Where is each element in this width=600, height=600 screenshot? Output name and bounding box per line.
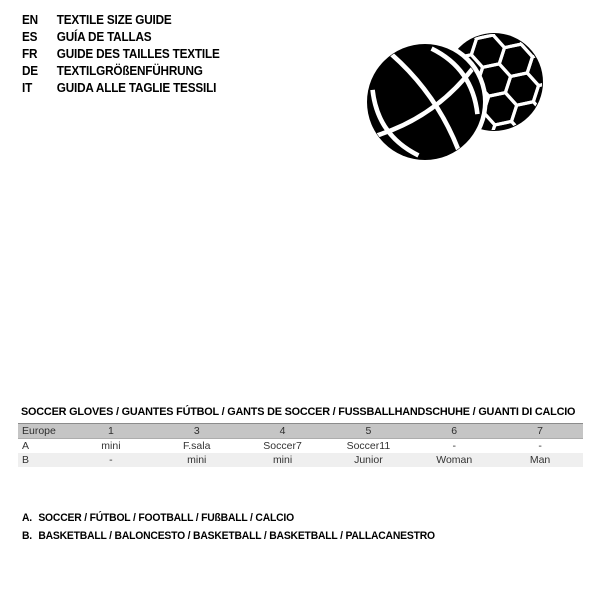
- table-cell: Soccer7: [263, 440, 302, 452]
- table-cell: mini: [154, 453, 240, 467]
- language-code: DE: [22, 64, 38, 78]
- table-cell: Man: [497, 453, 583, 467]
- table-cell: Soccer11: [346, 440, 391, 452]
- language-list: [22, 12, 220, 97]
- size-table-title: SOCCER GLOVES / GUANTES FÚTBOL / GANTS DE SOCCER / FUSSBALLHANDSCHUHE / GUANTI DI CALCIO: [21, 406, 576, 418]
- table-header-row: [18, 424, 583, 439]
- language-row: [22, 29, 220, 46]
- column-header: Europe: [18, 424, 68, 439]
- footnote-label: B.: [22, 529, 32, 542]
- table-row: [18, 439, 583, 454]
- balls-icon: [363, 18, 550, 173]
- column-header: 4: [240, 424, 326, 439]
- footnote-row: [22, 510, 435, 528]
- column-header: 3: [154, 424, 240, 439]
- language-row: [22, 46, 220, 63]
- language-row: [22, 80, 220, 97]
- language-label: TEXTILGRÖßENFÜHRUNG: [56, 64, 203, 78]
- table-cell: F.sala: [183, 440, 211, 452]
- column-header: 5: [325, 424, 411, 439]
- language-label: GUÍA DE TALLAS: [56, 30, 152, 44]
- language-label: GUIDE DES TAILLES TEXTILE: [56, 47, 220, 61]
- footnotes: [22, 510, 435, 545]
- table-cell: -: [538, 440, 542, 452]
- language-code: FR: [22, 47, 38, 61]
- language-code: IT: [22, 81, 33, 95]
- language-code: EN: [22, 13, 38, 27]
- table-row: [18, 453, 583, 467]
- table-cell: Junior: [325, 453, 411, 467]
- footnote-text: BASKETBALL / BALONCESTO / BASKETBALL / BASKETBALL / PALLACANESTRO: [38, 529, 435, 542]
- row-label: B: [18, 453, 68, 467]
- column-header: 7: [497, 424, 583, 439]
- table-cell: -: [452, 440, 456, 452]
- table-cell: Woman: [411, 453, 497, 467]
- language-row: [22, 12, 220, 29]
- row-label: A: [22, 440, 30, 452]
- language-code: ES: [22, 30, 38, 44]
- table-cell: mini: [101, 440, 121, 452]
- footnote-text: SOCCER / FÚTBOL / FOOTBALL / FUßBALL / CALCIO: [38, 512, 294, 524]
- footnote-label: A.: [22, 512, 32, 524]
- column-header: 1: [68, 424, 154, 439]
- language-label: TEXTILE SIZE GUIDE: [56, 13, 172, 27]
- table-cell: -: [68, 453, 154, 467]
- table-cell: mini: [240, 453, 326, 467]
- size-table: [18, 423, 583, 467]
- language-row: [22, 63, 220, 80]
- language-label: GUIDA ALLE TAGLIE TESSILI: [56, 81, 217, 95]
- column-header: 6: [411, 424, 497, 439]
- footnote-row: [22, 528, 435, 546]
